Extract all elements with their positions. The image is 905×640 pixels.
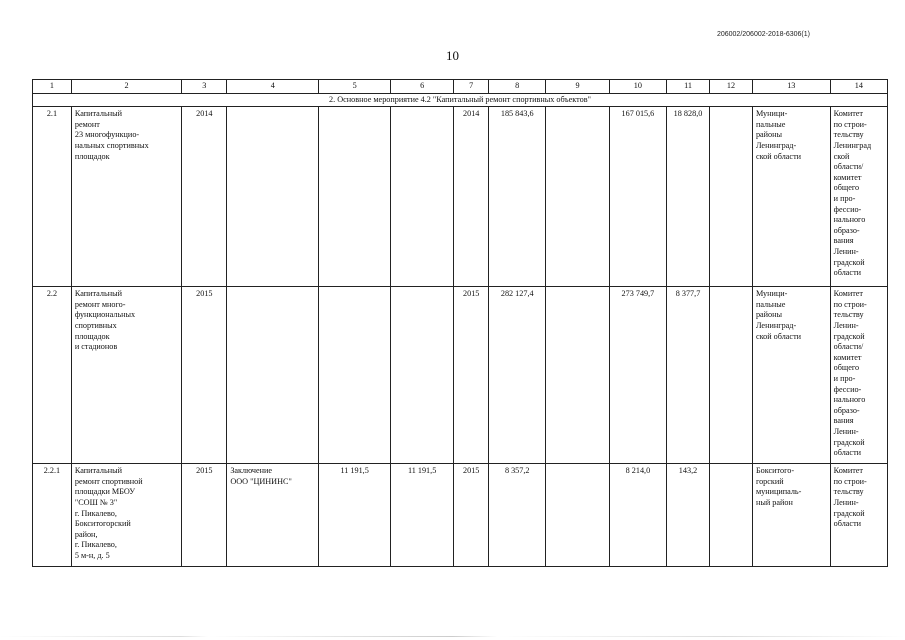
header-col-8: 8 bbox=[489, 80, 546, 94]
activity-name: Капитальный ремонт 23 многофункцио- нальных спортивных площадок bbox=[71, 107, 181, 287]
amount-cell-6 bbox=[390, 287, 453, 464]
year-cell-7: 2015 bbox=[454, 287, 489, 464]
amount-cell-9 bbox=[546, 107, 609, 287]
amount-cell-5 bbox=[319, 107, 391, 287]
amount-cell-5: 11 191,5 bbox=[319, 464, 391, 567]
header-col-10: 10 bbox=[609, 80, 666, 94]
document-cell: Заключение ООО "ЦИНИНС" bbox=[227, 464, 319, 567]
row-number: 2.2 bbox=[33, 287, 72, 464]
table-row bbox=[33, 287, 888, 464]
amount-cell-9 bbox=[546, 287, 609, 464]
scan-artifact-line bbox=[0, 636, 905, 637]
header-col-14: 14 bbox=[830, 80, 887, 94]
location-cell: Муници- пальные районы Ленинград- ской области bbox=[752, 107, 830, 287]
section-heading-row bbox=[33, 93, 888, 107]
amount-cell-10: 8 214,0 bbox=[609, 464, 666, 567]
table-row bbox=[33, 107, 888, 287]
responsible-cell: Комитет по строи- тельству Ленинград ской области/ комитет общего и про- фессио- нального образо- вания Ленин- градской области bbox=[830, 107, 887, 287]
total-amount-cell: 185 843,6 bbox=[489, 107, 546, 287]
header-col-6: 6 bbox=[390, 80, 453, 94]
responsible-cell: Комитет по строи- тельству Ленин- градской области bbox=[830, 464, 887, 567]
amount-cell-10: 167 015,6 bbox=[609, 107, 666, 287]
row-number: 2.1 bbox=[33, 107, 72, 287]
amount-cell-9 bbox=[546, 464, 609, 567]
header-col-11: 11 bbox=[667, 80, 710, 94]
header-col-12: 12 bbox=[709, 80, 752, 94]
amount-cell-6 bbox=[390, 107, 453, 287]
amount-cell-10: 273 749,7 bbox=[609, 287, 666, 464]
amount-cell-5 bbox=[319, 287, 391, 464]
year-cell-7: 2014 bbox=[454, 107, 489, 287]
program-activities-table bbox=[32, 79, 888, 567]
activity-name: Капитальный ремонт спортивной площадки МБОУ "СОШ № 3" г. Пикалево, Бокситогорский район, г. Пикалево, 5 м-н, д. 5 bbox=[71, 464, 181, 567]
document-registration-number: 206002/206002-2018-6306(1) bbox=[716, 31, 810, 38]
row-number: 2.2.1 bbox=[33, 464, 72, 567]
year-cell: 2015 bbox=[182, 287, 227, 464]
responsible-cell: Комитет по строи- тельству Ленин- градской области/ комитет общего и про- фессио- нального образо- вания Ленин- градской области bbox=[830, 287, 887, 464]
activity-name: Капитальный ремонт много- функциональных спортивных площадок и стадионов bbox=[71, 287, 181, 464]
program-table-container bbox=[32, 79, 888, 567]
amount-cell-12 bbox=[709, 464, 752, 567]
total-amount-cell: 8 357,2 bbox=[489, 464, 546, 567]
document-cell bbox=[227, 107, 319, 287]
header-col-7: 7 bbox=[454, 80, 489, 94]
location-cell: Муници- пальные районы Ленинград- ской области bbox=[752, 287, 830, 464]
page-number: 10 bbox=[446, 48, 459, 63]
header-col-2: 2 bbox=[71, 80, 181, 94]
year-cell: 2015 bbox=[182, 464, 227, 567]
year-cell: 2014 bbox=[182, 107, 227, 287]
amount-cell-12 bbox=[709, 107, 752, 287]
table-row bbox=[33, 464, 888, 567]
header-col-4: 4 bbox=[227, 80, 319, 94]
total-amount-cell: 282 127,4 bbox=[489, 287, 546, 464]
location-cell: Бокситого- горский муниципаль- ный район bbox=[752, 464, 830, 567]
section-title: 2. Основное мероприятие 4.2 "Капитальный ремонт спортивных объектов" bbox=[33, 93, 888, 107]
amount-cell-12 bbox=[709, 287, 752, 464]
header-col-3: 3 bbox=[182, 80, 227, 94]
document-cell bbox=[227, 287, 319, 464]
amount-cell-6: 11 191,5 bbox=[390, 464, 453, 567]
header-col-13: 13 bbox=[752, 80, 830, 94]
amount-cell-11: 143,2 bbox=[667, 464, 710, 567]
header-col-9: 9 bbox=[546, 80, 609, 94]
header-col-5: 5 bbox=[319, 80, 391, 94]
header-col-1: 1 bbox=[33, 80, 72, 94]
column-number-header-row bbox=[33, 80, 888, 94]
year-cell-7: 2015 bbox=[454, 464, 489, 567]
amount-cell-11: 18 828,0 bbox=[667, 107, 710, 287]
amount-cell-11: 8 377,7 bbox=[667, 287, 710, 464]
